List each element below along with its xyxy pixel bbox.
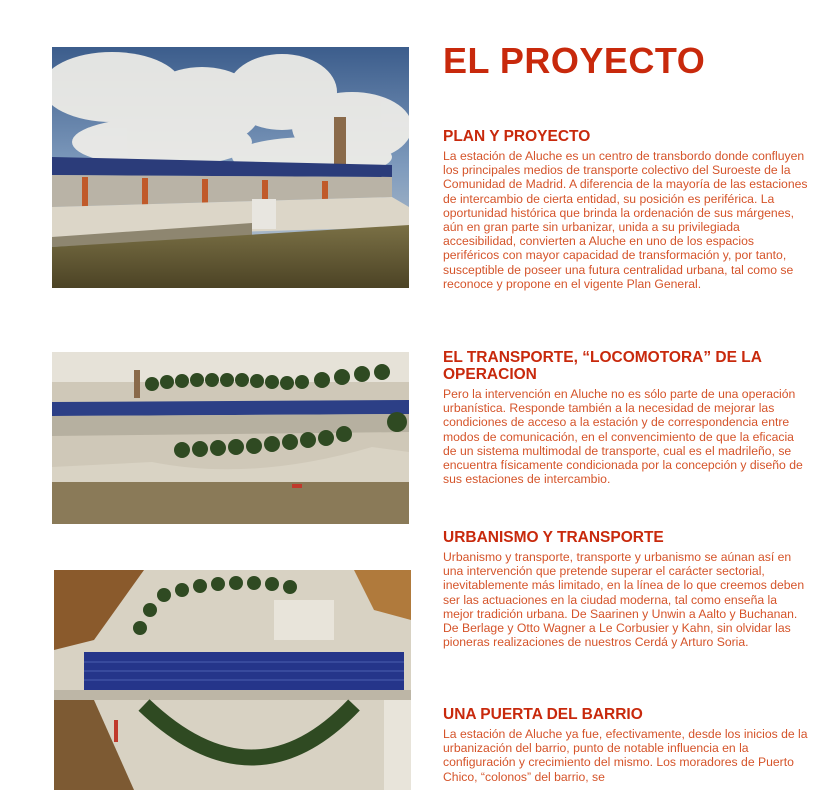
section-plan-y-proyecto [443, 128, 808, 291]
station-building-photo [52, 47, 409, 288]
section-urbanismo-y-transporte [443, 529, 808, 649]
section-heading: EL TRANSPORTE, “LOCOMOTORA” DE LA OPERACION [443, 349, 762, 383]
section-body: La estación de Aluche es un centro de transbordo donde confluyen los principales medios de transporte colectivo del Suroeste de la Comunidad de Madrid. A diferencia de la mayoría de las estaciones de intercambio de cierta entidad, su posición es periférica. La oportunidad histórica que brinda la ordenación de sus márgenes, aún en gran parte sin urbanizar, unida a su privilegiada accesibilidad, convierten a Aluche en uno de los espacios periféricos con mayor capacidad de transformación y, por tanto, susceptible de poseer una futura centralidad urbana, tal como se reconoce y propone en el vigente Plan General. [443, 149, 808, 291]
section-una-puerta-del-barrio [443, 706, 808, 784]
section-heading: UNA PUERTA DEL BARRIO [443, 706, 643, 723]
station-aerial-model-photo [52, 352, 409, 524]
section-body: Pero la intervención en Aluche no es sólo parte de una operación urbanística. Responde también a la necesidad de mejorar las condiciones de acceso a la estación y de correspondencia entre modos de comunicación, en el convencimiento de que la eficacia de un sistema multimodal de transporte, cual es el madrileño, se encuentra físicamente condicionada por la concepción y diseño de sus estaciones de intercambio. [443, 387, 803, 487]
section-heading: PLAN Y PROYECTO [443, 128, 591, 145]
section-body: La estación de Aluche ya fue, efectivamente, desde los inicios de la urbanización del barrio, punto de notable influencia en la configuración y crecimiento del mismo. Los moradores de Puerto Chico, “colonos” del barrio, se [443, 727, 808, 784]
section-heading: URBANISMO Y TRANSPORTE [443, 529, 664, 546]
section-el-transporte [443, 349, 808, 486]
station-plan-model-photo [54, 570, 411, 790]
section-body: Urbanismo y transporte, transporte y urbanismo se aúnan así en una intervención que pretende superar el carácter sectorial, inevitablemente más limitado, en la línea de lo que creemos deben ser las actuaciones en la ciudad moderna, tal como enseña la mejor tradición urbana. De Saarinen y Unwin a Aalto y Buchanan. De Berlage y Otto Wagner a Le Corbusier y Kahn, sin olvidar las pioneras realizaciones de nuestros Cerdá y Arturo Soria. [443, 550, 805, 650]
page-title: EL PROYECTO [443, 40, 706, 81]
